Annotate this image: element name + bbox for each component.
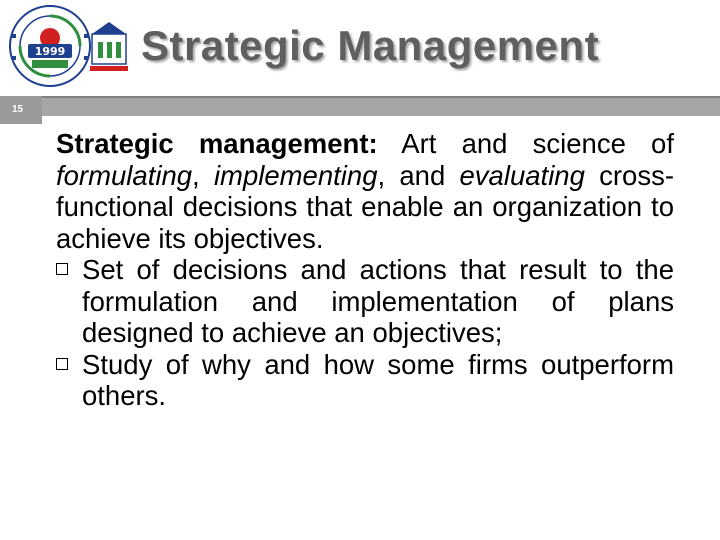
definition-text: , and [377, 159, 460, 191]
checkbox-bullet-icon [56, 358, 68, 370]
header-bar [42, 98, 720, 116]
emphasis-evaluating: evaluating [459, 159, 585, 191]
definition-term: Strategic management: [56, 128, 378, 159]
slide-body [56, 128, 674, 412]
bullet-list [56, 254, 674, 412]
definition-text: Art and science of [377, 128, 674, 159]
definition-text: cross-functional decisions that enable an organization to achieve its objectives. [56, 159, 674, 254]
bullet-text: Set of decisions and actions that result to the formulation and implementation of plans designed to achieve an objectives; [82, 254, 674, 348]
bullet-text: Study of why and how some firms outperform others. [82, 348, 674, 411]
checkbox-bullet-icon [56, 263, 68, 275]
bullet-item [56, 254, 674, 349]
emphasis-formulating: formulating [56, 159, 193, 191]
definition-paragraph [56, 128, 674, 254]
slide-title: Strategic Management [140, 22, 600, 69]
logo-year: 1999 [34, 45, 66, 58]
bullet-item [56, 349, 674, 412]
slide-number: 15 [12, 104, 24, 115]
definition-text: , [192, 159, 214, 191]
emphasis-implementing: implementing [213, 159, 378, 191]
